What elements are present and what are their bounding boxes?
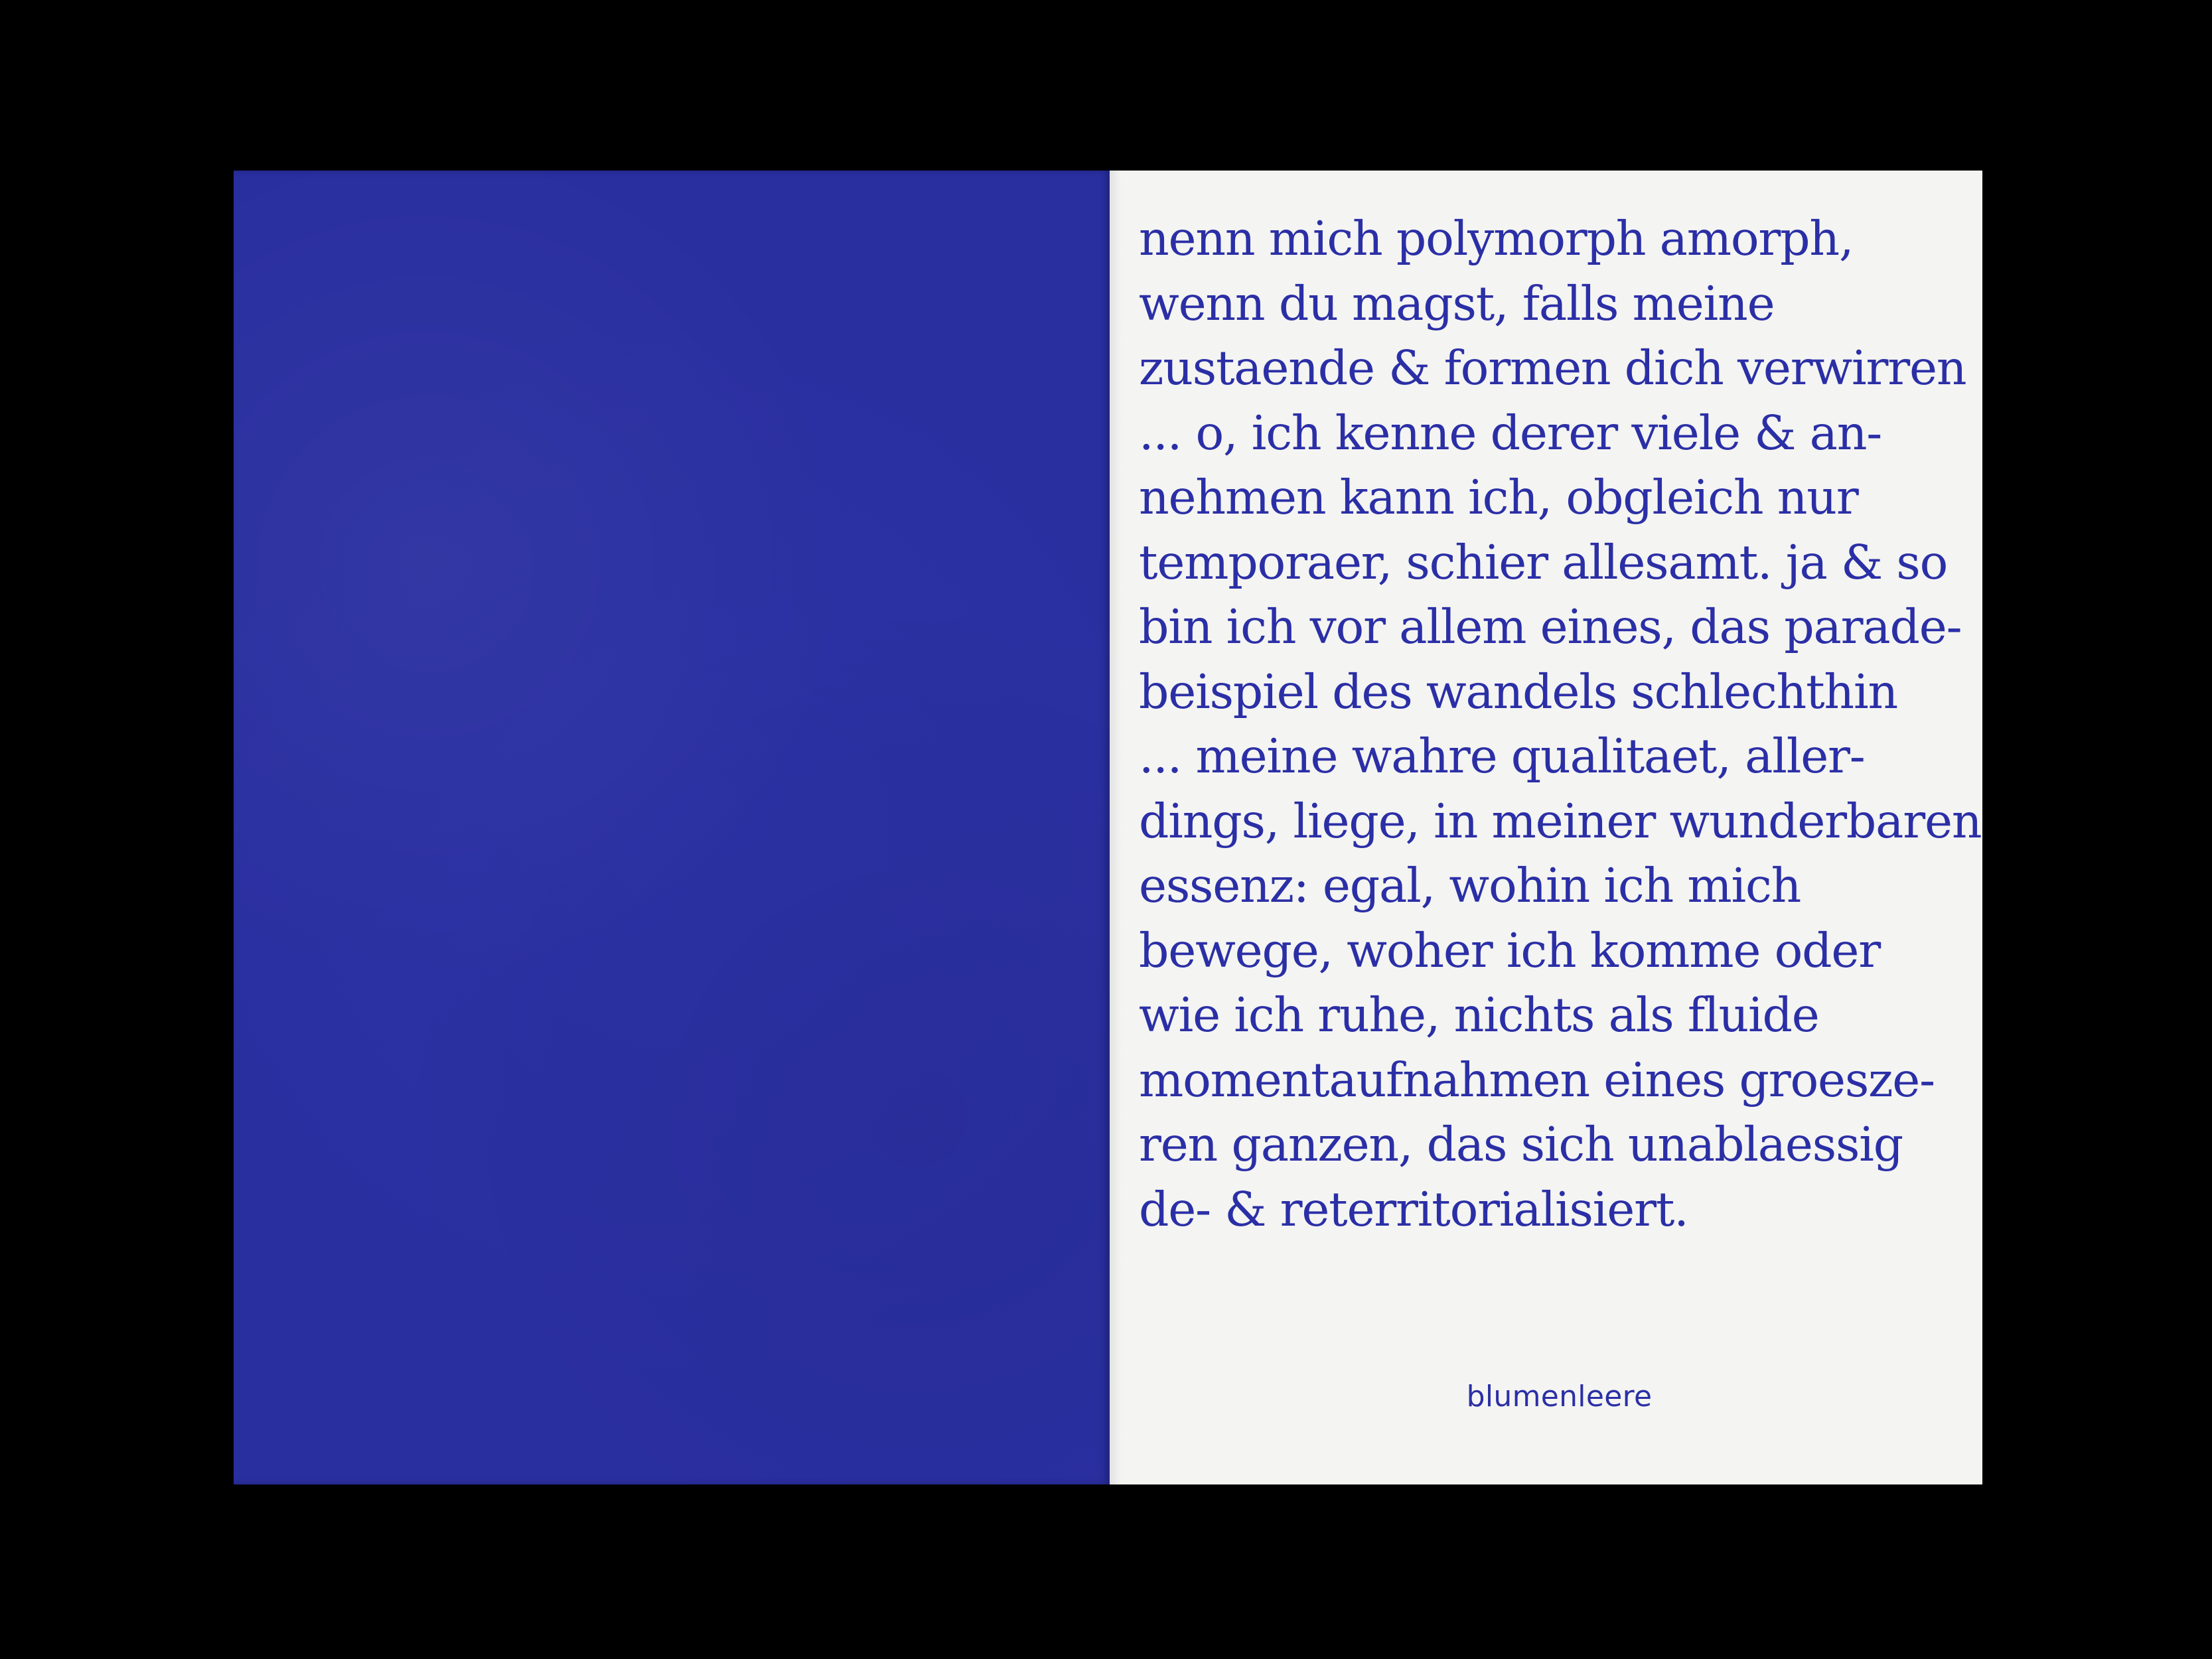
poem-line: bin ich vor allem eines, das parade- <box>1139 599 1962 654</box>
poem-line: ... meine wahre qualitaet, aller- <box>1139 729 1865 784</box>
poem-line: bewege, woher ich komme oder <box>1139 922 1880 978</box>
poem-line: zustaende & formen dich verwirren <box>1139 340 1966 396</box>
poem-line: ... o, ich kenne derer viele & an- <box>1139 405 1882 461</box>
publisher-imprint: blumenleere <box>1466 1380 1653 1413</box>
poem-line: wie ich ruhe, nichts als fluide <box>1139 987 1819 1043</box>
poem-line: beispiel des wandels schlechthin <box>1139 664 1897 719</box>
book-spread <box>234 171 1982 1484</box>
left-page-blue-cover <box>234 171 1110 1484</box>
right-page <box>1110 171 1982 1484</box>
poem-line: temporaer, schier allesamt. ja & so <box>1139 534 1948 590</box>
poem-line: nenn mich polymorph amorph, <box>1139 211 1854 266</box>
poem-line: momentaufnahmen eines groesze- <box>1139 1052 1935 1108</box>
poem-line: wenn du magst, falls meine <box>1139 275 1775 331</box>
poem-line: dings, liege, in meiner wunderbaren <box>1139 793 1982 849</box>
poem-text <box>1139 206 1982 1242</box>
poem-line: ren ganzen, das sich unablaessig <box>1139 1117 1903 1172</box>
poem-line: de- & reterritorialisiert. <box>1139 1181 1688 1237</box>
poem-line: nehmen kann ich, obgleich nur <box>1139 470 1858 525</box>
poem-line: essenz: egal, wohin ich mich <box>1139 858 1801 913</box>
